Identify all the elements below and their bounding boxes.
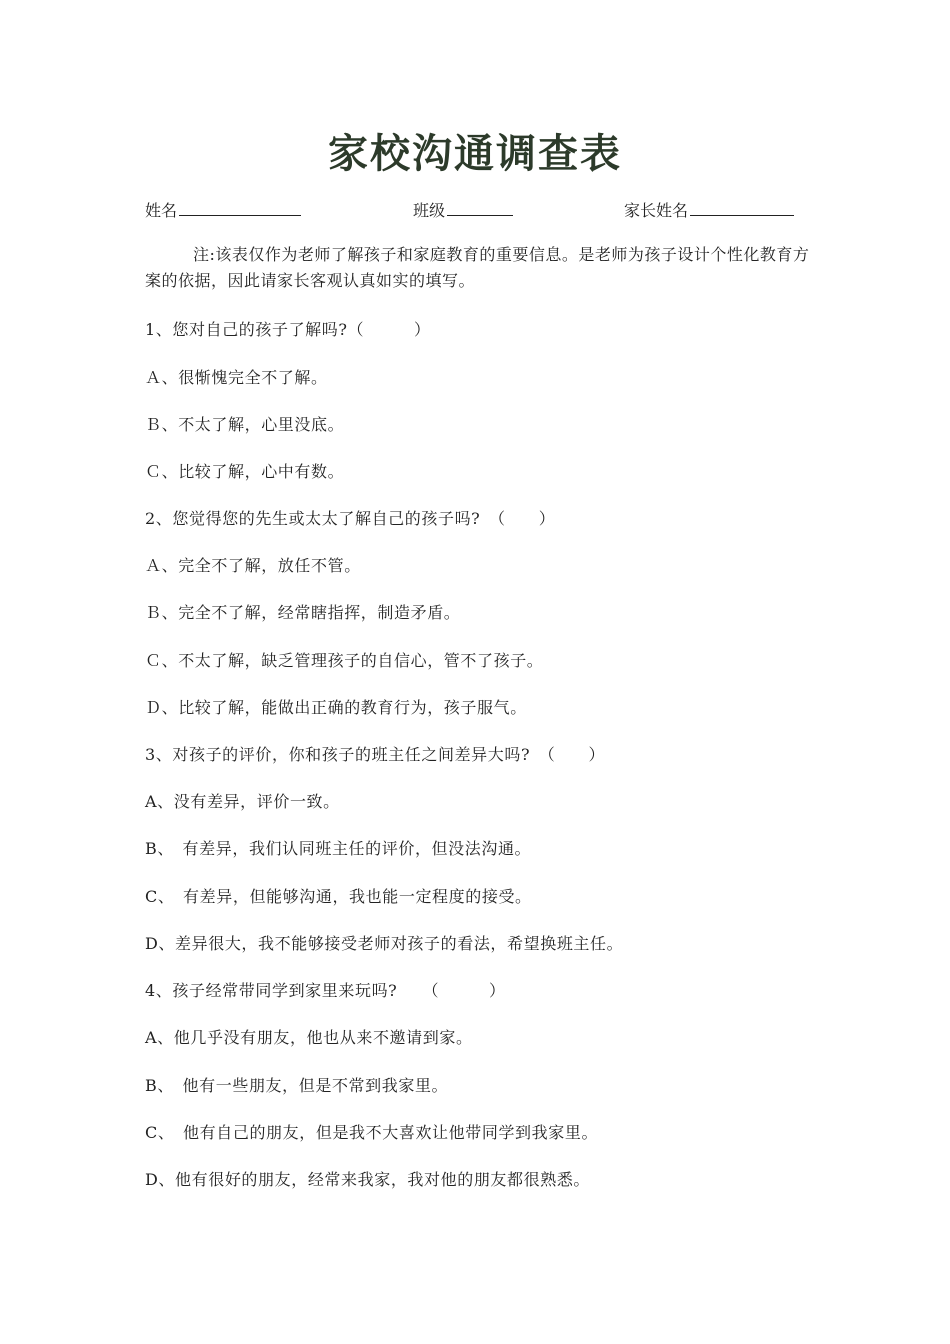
question-2: 2、您觉得您的先生或太太了解自己的孩子吗? （ ） xyxy=(145,509,556,528)
option-1b: Ｂ、不太了解，心里没底。 xyxy=(145,415,345,434)
option-4b: B、 他有一些朋友，但是不常到我家里。 xyxy=(145,1076,449,1095)
option-3b: B、 有差异，我们认同班主任的评价，但没法沟通。 xyxy=(145,839,532,858)
student-name-blank[interactable] xyxy=(179,201,301,216)
instructions-note: 注:该表仅作为老师了解孩子和家庭教育的重要信息。是老师为孩子设计个性化教育方案的依据，因此请家长客观认真如实的填写。 xyxy=(145,245,810,290)
class-field xyxy=(413,198,513,221)
option-4c: C、 他有自己的朋友，但是我不大喜欢让他带同学到我家里。 xyxy=(145,1123,599,1142)
class-label: 班级 xyxy=(413,201,446,220)
question-1: 1、您对自己的孩子了解吗?（ ） xyxy=(145,320,431,339)
option-2b: Ｂ、完全不了解，经常瞎指挥，制造矛盾。 xyxy=(145,603,461,622)
student-name-label: 姓名 xyxy=(145,201,178,220)
class-blank[interactable] xyxy=(447,201,513,216)
option-4d: D、他有很好的朋友，经常来我家，我对他的朋友都很熟悉。 xyxy=(145,1170,591,1189)
option-2a: Ａ、完全不了解，放任不管。 xyxy=(145,556,361,575)
parent-name-field xyxy=(624,198,794,221)
parent-name-blank[interactable] xyxy=(690,201,794,216)
parent-name-label: 家长姓名 xyxy=(624,201,689,220)
option-1c: Ｃ、比较了解，心中有数。 xyxy=(145,462,345,481)
question-4: 4、孩子经常带同学到家里来玩吗? （ ） xyxy=(145,981,506,1000)
question-3: 3、对孩子的评价，你和孩子的班主任之间差异大吗? （ ） xyxy=(145,745,606,764)
option-2c: Ｃ、不太了解，缺乏管理孩子的自信心，管不了孩子。 xyxy=(145,651,544,670)
option-3c: C、 有差异，但能够沟通，我也能一定程度的接受。 xyxy=(145,887,532,906)
option-3d: D、差异很大，我不能够接受老师对孩子的看法，希望换班主任。 xyxy=(145,934,624,953)
option-3a: A、没有差异，评价一致。 xyxy=(145,792,340,811)
option-4a: A、他几乎没有朋友，他也从来不邀请到家。 xyxy=(145,1028,473,1047)
option-1a: Ａ、很惭愧完全不了解。 xyxy=(145,368,328,387)
document-title: 家校沟通调查表 xyxy=(328,131,622,177)
student-name-field xyxy=(145,198,301,221)
option-2d: Ｄ、比较了解，能做出正确的教育行为，孩子服气。 xyxy=(145,698,527,717)
